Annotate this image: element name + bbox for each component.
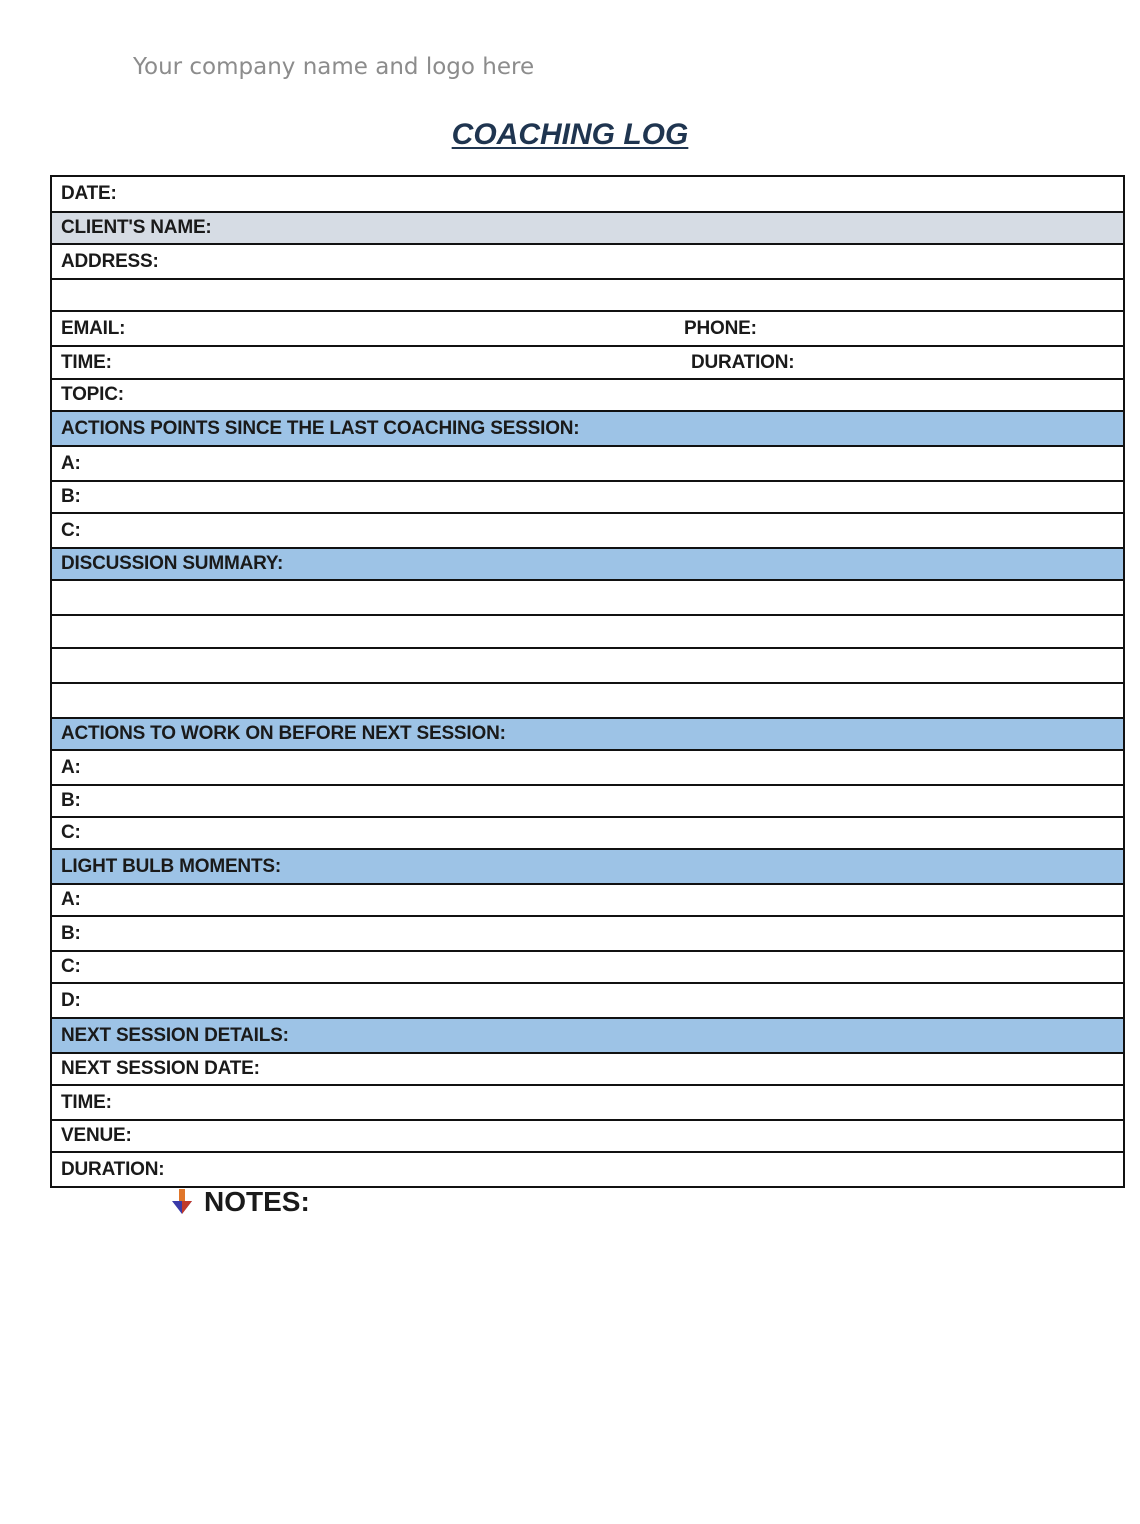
actions-next-label: A:: [61, 756, 81, 778]
action-points-header-row: [52, 412, 1123, 447]
light-bulb-header-row: [52, 850, 1123, 885]
email-label: EMAIL:: [61, 317, 126, 339]
date-row[interactable]: [52, 177, 1123, 213]
topic-label: TOPIC:: [61, 384, 124, 405]
discussion-line[interactable]: [52, 649, 1123, 684]
action-point-label: A:: [61, 452, 81, 474]
light-bulb-header: LIGHT BULB MOMENTS:: [61, 855, 281, 877]
discussion-line[interactable]: [52, 581, 1123, 616]
light-bulb-row[interactable]: [52, 885, 1123, 917]
next-time-row[interactable]: [52, 1086, 1123, 1121]
page-title: COACHING LOG: [451, 118, 689, 151]
address-row[interactable]: [52, 245, 1123, 280]
actions-next-label: B:: [61, 790, 81, 811]
next-session-date-row[interactable]: [52, 1054, 1123, 1086]
next-venue-label: VENUE:: [61, 1125, 132, 1146]
time-duration-row[interactable]: [52, 347, 1123, 380]
light-bulb-label: B:: [61, 922, 81, 944]
light-bulb-label: C:: [61, 956, 81, 977]
discussion-line[interactable]: [52, 684, 1123, 719]
date-label: DATE:: [61, 183, 117, 204]
next-session-header: NEXT SESSION DETAILS:: [61, 1024, 289, 1046]
notes-label: NOTES:: [204, 1186, 310, 1217]
light-bulb-label: D:: [61, 989, 81, 1011]
action-point-label: C:: [61, 519, 81, 541]
action-point-row[interactable]: [52, 514, 1123, 549]
next-session-date-label: NEXT SESSION DATE:: [61, 1058, 260, 1079]
action-point-label: B:: [61, 486, 81, 507]
discussion-header-row: [52, 549, 1123, 581]
client-name-row[interactable]: [52, 213, 1123, 245]
actions-next-label: C:: [61, 822, 81, 843]
phone-label: PHONE:: [684, 317, 757, 339]
actions-next-row[interactable]: [52, 751, 1123, 786]
next-session-header-row: [52, 1019, 1123, 1054]
notes-section: [168, 1186, 310, 1218]
actions-next-header-row: [52, 719, 1123, 751]
actions-next-row[interactable]: [52, 818, 1123, 850]
arrow-down-icon: [168, 1187, 198, 1217]
coaching-log-table: [50, 175, 1125, 1188]
address-line2-row[interactable]: [52, 280, 1123, 312]
next-time-label: TIME:: [61, 1091, 112, 1113]
action-point-row[interactable]: [52, 482, 1123, 514]
discussion-header: DISCUSSION SUMMARY:: [61, 553, 284, 574]
actions-next-header: ACTIONS TO WORK ON BEFORE NEXT SESSION:: [61, 723, 506, 744]
light-bulb-row[interactable]: [52, 917, 1123, 952]
discussion-line[interactable]: [52, 616, 1123, 649]
email-phone-row[interactable]: [52, 312, 1123, 347]
next-duration-row[interactable]: [52, 1153, 1123, 1186]
next-duration-label: DURATION:: [61, 1158, 165, 1180]
address-label: ADDRESS:: [61, 250, 159, 272]
light-bulb-label: A:: [61, 889, 81, 910]
action-point-row[interactable]: [52, 447, 1123, 482]
actions-next-row[interactable]: [52, 786, 1123, 818]
client-name-label: CLIENT'S NAME:: [61, 217, 212, 238]
time-label: TIME:: [61, 351, 112, 373]
light-bulb-row[interactable]: [52, 952, 1123, 984]
topic-row[interactable]: [52, 380, 1123, 412]
company-placeholder: Your company name and logo here: [133, 54, 535, 80]
next-venue-row[interactable]: [52, 1121, 1123, 1153]
duration-label: DURATION:: [691, 351, 795, 373]
action-points-header: ACTIONS POINTS SINCE THE LAST COACHING SESSION:: [61, 417, 580, 439]
light-bulb-row[interactable]: [52, 984, 1123, 1019]
